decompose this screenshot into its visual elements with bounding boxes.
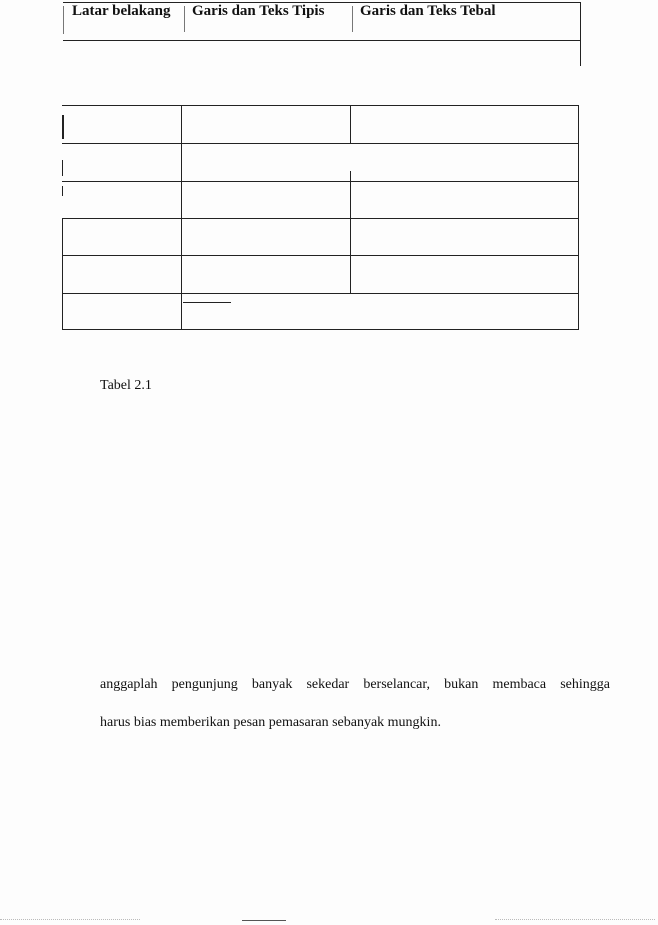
paragraph-line-2: harus bias memberikan pesan pemasaran sebanyak mungkin. [100, 715, 441, 730]
table-caption: Tabel 2.1 [100, 378, 152, 393]
header-cell-latar-belakang: Latar belakang [72, 3, 171, 19]
paragraph-line-1: anggaplah pengunjung banyak sekedar berselancar, bukan membaca sehingga [100, 677, 610, 692]
header-cell-garis-tipis: Garis dan Teks Tipis [192, 3, 325, 19]
header-cell-garis-tebal: Garis dan Teks Tebal [360, 3, 496, 19]
body-paragraph [100, 666, 610, 742]
